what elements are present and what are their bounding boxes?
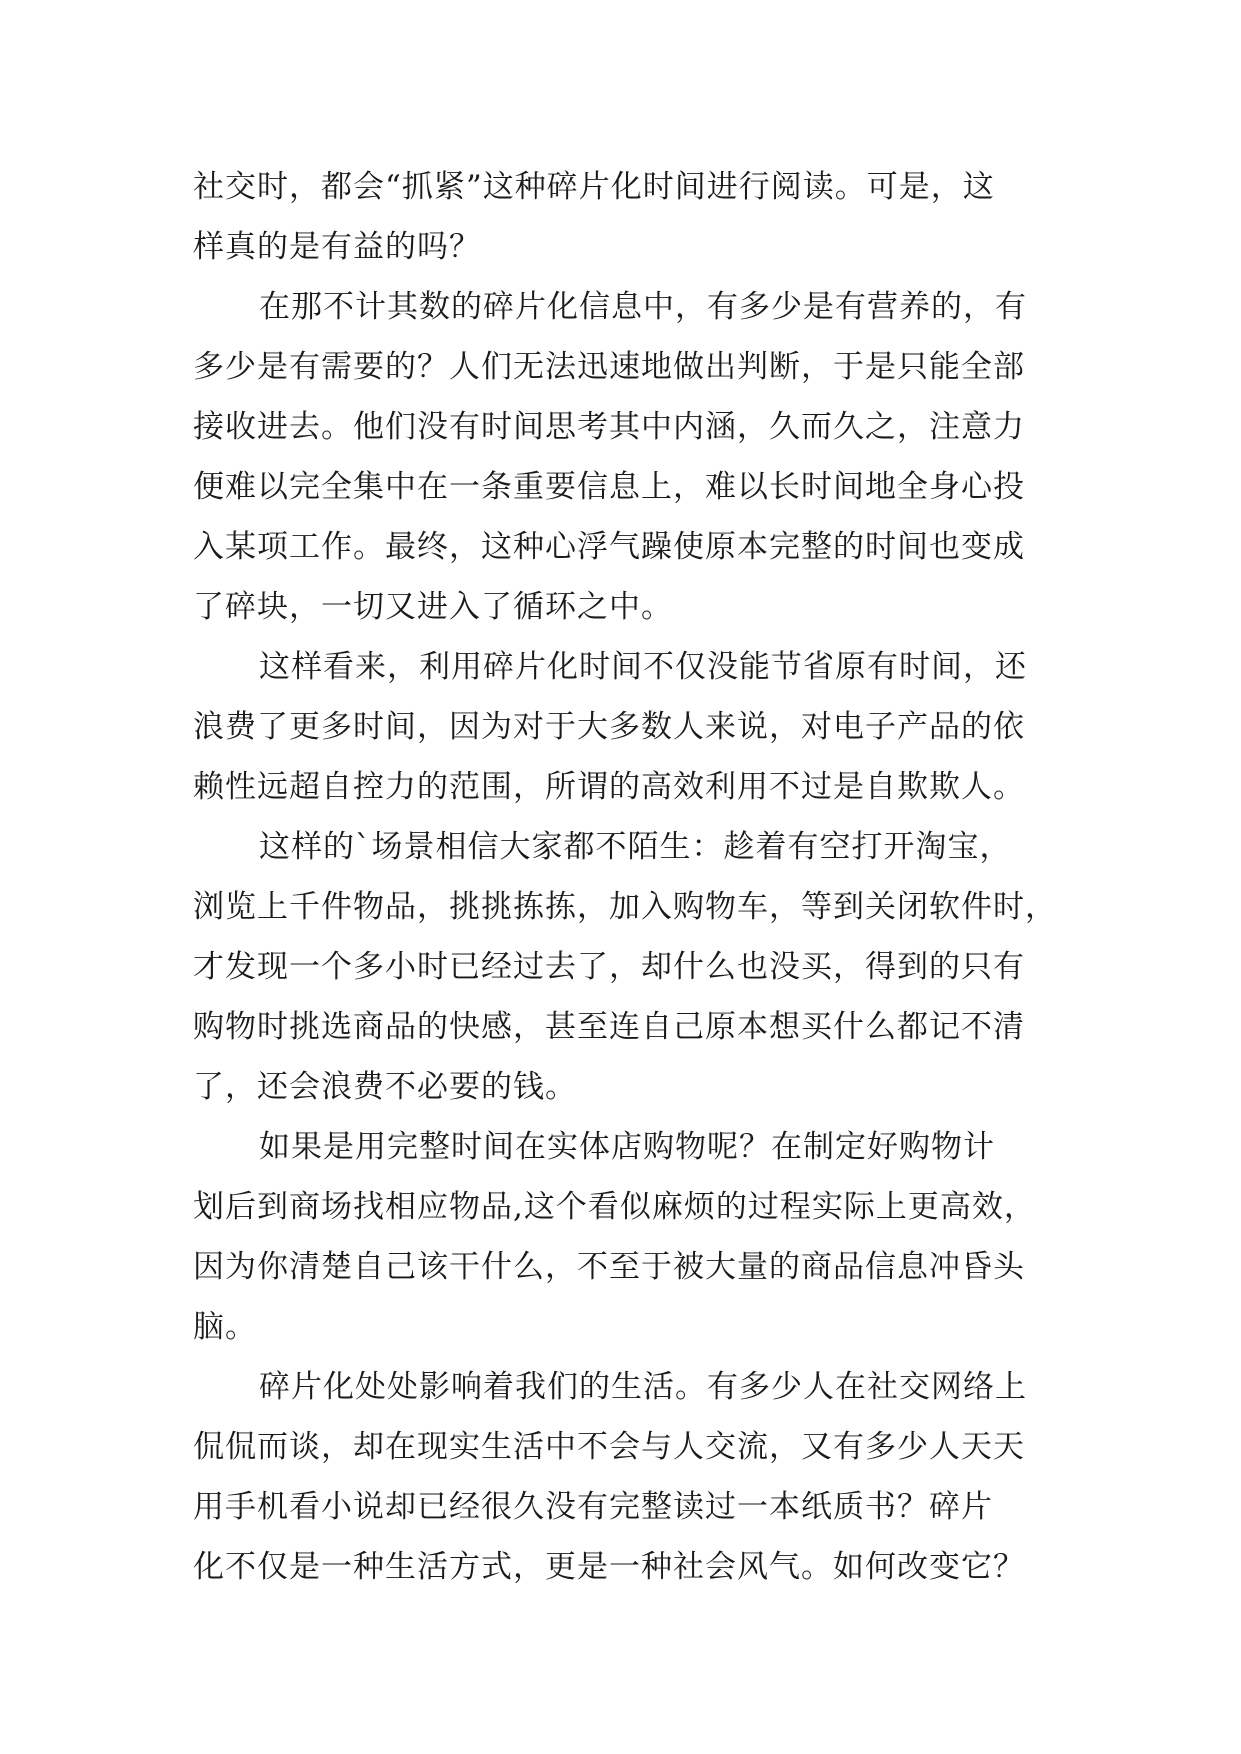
text-line: 社交时，都会“抓紧”这种碎片化时间进行阅读。可是，这 [193, 169, 995, 205]
text-line: 了，还会浪费不必要的钱。 [193, 1069, 577, 1105]
text-line: 了碎块，一切又进入了循环之中。 [193, 589, 673, 625]
text-line: 因为你清楚自己该干什么，不至于被大量的商品信息冲昏头 [193, 1249, 1025, 1285]
paragraph-start-line: 如果是用完整时间在实体店购物呢？在制定好购物计 [259, 1129, 995, 1165]
text-line: 脑。 [193, 1309, 257, 1345]
paragraph-start-line: 这样看来，利用碎片化时间不仅没能节省原有时间，还 [259, 649, 1027, 685]
paragraph-start-line: 碎片化处处影响着我们的生活。有多少人在社交网络上 [259, 1369, 1027, 1405]
text-line: 样真的是有益的吗？ [193, 229, 481, 265]
paragraph-start-line: 在那不计其数的碎片化信息中，有多少是有营养的，有 [259, 289, 1027, 325]
text-line: 化不仅是一种生活方式，更是一种社会风气。如何改变它？ [193, 1549, 1025, 1585]
text-line: 浏览上千件物品，挑挑拣拣，加入购物车，等到关闭软件时， [193, 889, 1057, 925]
text-line: 浪费了更多时间，因为对于大多数人来说，对电子产品的依 [193, 709, 1025, 745]
text-line: 才发现一个多小时已经过去了，却什么也没买，得到的只有 [193, 949, 1025, 985]
text-line: 多少是有需要的？人们无法迅速地做出判断，于是只能全部 [193, 349, 1025, 385]
paragraph-start-line: 这样的`场景相信大家都不陌生：趁着有空打开淘宝， [259, 829, 1012, 865]
text-line: 接收进去。他们没有时间思考其中内涵，久而久之，注意力 [193, 409, 1025, 445]
text-line: 购物时挑选商品的快感，甚至连自己原本想买什么都记不清 [193, 1009, 1025, 1045]
text-line: 赖性远超自控力的范围，所谓的高效利用不过是自欺欺人。 [193, 769, 1025, 805]
text-line: 便难以完全集中在一条重要信息上，难以长时间地全身心投 [193, 469, 1025, 505]
text-line: 用手机看小说却已经很久没有完整读过一本纸质书？碎片 [193, 1489, 993, 1525]
text-line: 入某项工作。最终，这种心浮气躁使原本完整的时间也变成 [193, 529, 1025, 565]
body-text [193, 157, 1073, 1597]
text-line: 划后到商场找相应物品,这个看似麻烦的过程实际上更高效， [193, 1189, 1036, 1225]
text-line: 侃侃而谈，却在现实生活中不会与人交流，又有多少人天天 [193, 1429, 1025, 1465]
